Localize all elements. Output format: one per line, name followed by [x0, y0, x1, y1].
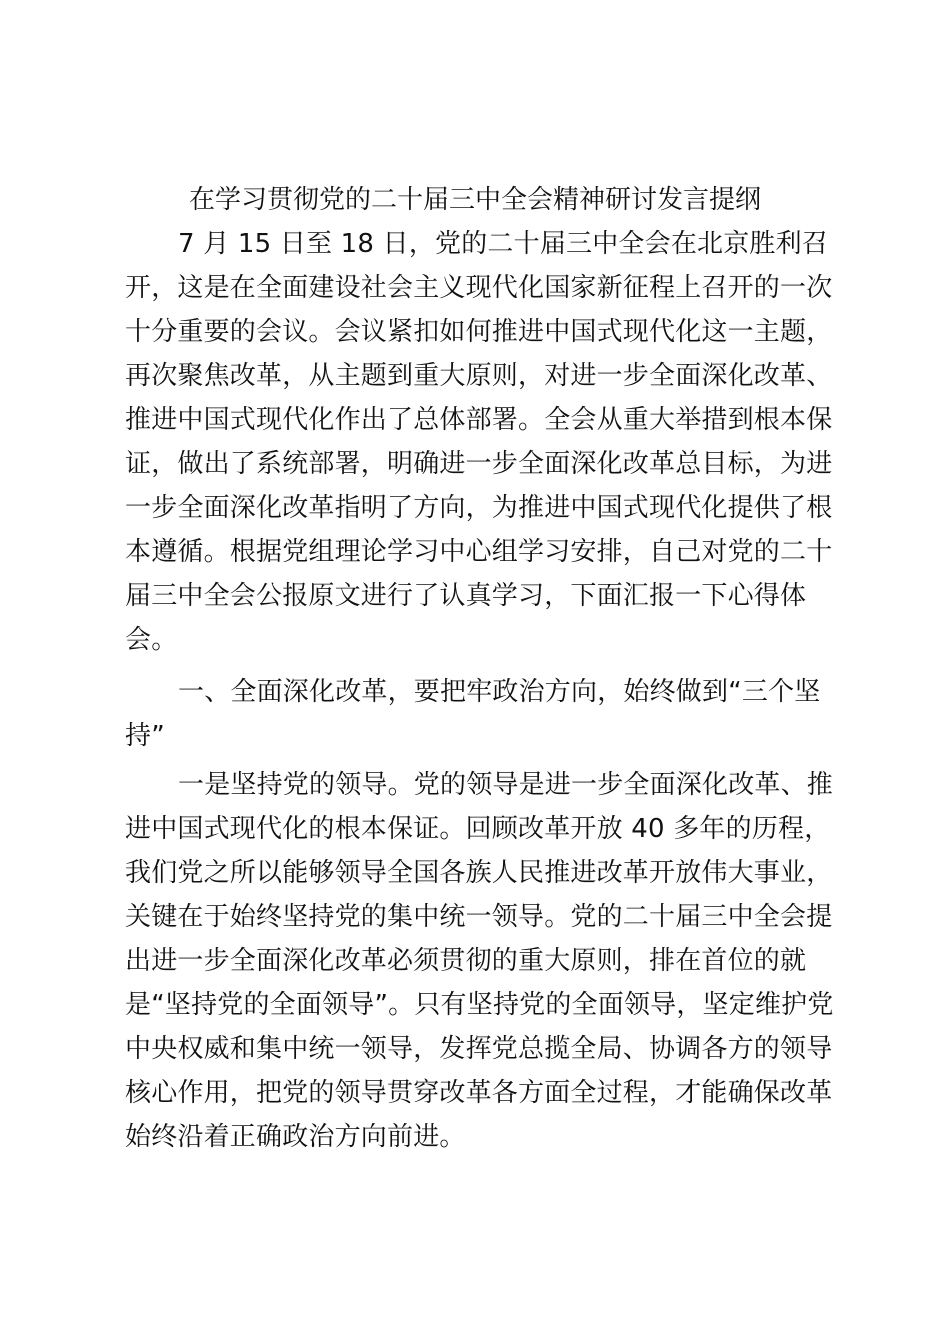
section-heading-line: 持” [125, 721, 165, 751]
paragraph-line: 证，做出了系统部署，明确进一步全面深化改革总目标，为进 [125, 449, 833, 479]
paragraph-line: 始终沿着正确政治方向前进。 [125, 1122, 466, 1152]
paragraph-line: 出进一步全面深化改革必须贯彻的重大原则，排在首位的就 [125, 946, 807, 976]
paragraph-line: 十分重要的会议。会议紧扣如何推进中国式现代化这一主题， [125, 317, 833, 347]
paragraph-line: 进中国式现代化的根本保证。回顾改革开放 40 多年的历程， [125, 814, 831, 844]
paragraph-line: 推进中国式现代化作出了总体部署。全会从重大举措到根本保 [125, 405, 833, 435]
paragraph-line: 本遵循。根据党组理论学习中心组学习安排，自己对党的二十 [125, 537, 833, 567]
paragraph-line: 再次聚焦改革，从主题到重大原则，对进一步全面深化改革、 [125, 361, 833, 391]
paragraph-line: 会。 [125, 625, 178, 655]
document-title: 在学习贯彻党的二十届三中全会精神研讨发言提纲 [188, 185, 761, 215]
paragraph-line: 届三中全会公报原文进行了认真学习，下面汇报一下心得体 [125, 581, 807, 611]
paragraph-line: 核心作用，把党的领导贯穿改革各方面全过程，才能确保改革 [125, 1078, 833, 1108]
paragraph-line: 我们党之所以能够领导全国各族人民推进改革开放伟大事业， [125, 858, 833, 888]
paragraph-line: 一步全面深化改革指明了方向，为推进中国式现代化提供了根 [125, 493, 833, 523]
paragraph-line: 关键在于始终坚持党的集中统一领导。党的二十届三中全会提 [125, 902, 833, 932]
paragraph-line: 一是坚持党的领导。党的领导是进一步全面深化改革、推 [178, 770, 834, 800]
paragraph-line: 中央权威和集中统一领导，发挥党总揽全局、协调各方的领导 [125, 1034, 833, 1064]
section-heading-line: 一、全面深化改革，要把牢政治方向，始终做到“三个坚 [178, 677, 821, 707]
paragraph-line: 7 月 15 日至 18 日，党的二十届三中全会在北京胜利召 [178, 229, 829, 259]
paragraph-line: 开，这是在全面建设社会主义现代化国家新征程上召开的一次 [125, 273, 833, 303]
paragraph-line: 是“坚持党的全面领导”。只有坚持党的全面领导，坚定维护党 [125, 990, 834, 1020]
